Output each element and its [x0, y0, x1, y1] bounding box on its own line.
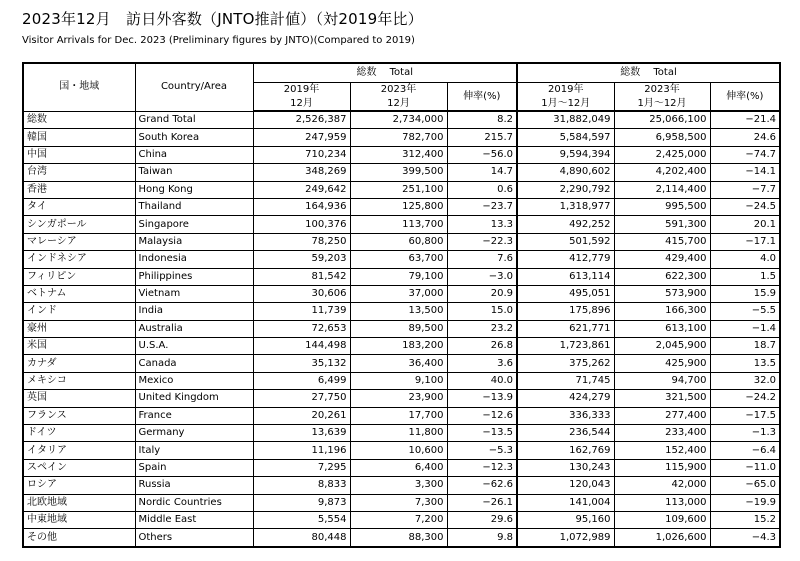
cell-country-en: China	[135, 146, 253, 163]
header-total-ytd-group: 総数 Total	[517, 63, 780, 83]
cell-month-2023: 312,400	[350, 146, 447, 163]
cell-month-2023: 89,500	[350, 320, 447, 337]
cell-month-2019: 164,936	[253, 198, 350, 215]
cell-ytd-2019: 141,004	[517, 494, 614, 511]
cell-country-en: Grand Total	[135, 111, 253, 129]
cell-country-en: Canada	[135, 355, 253, 372]
cell-ytd-2023: 995,500	[614, 198, 710, 215]
cell-month-2023: 37,000	[350, 285, 447, 302]
cell-growth-month: −12.3	[447, 459, 517, 476]
header-ytd-2023-year: 2023年	[644, 84, 680, 95]
cell-growth-ytd: −19.9	[710, 494, 780, 511]
table-row	[23, 494, 780, 511]
cell-ytd-2019: 9,594,394	[517, 146, 614, 163]
header-month-2023	[350, 83, 447, 112]
cell-ytd-2023: 425,900	[614, 355, 710, 372]
header-month-2023-year: 2023年	[380, 84, 417, 95]
table-row	[23, 320, 780, 337]
cell-month-2019: 100,376	[253, 216, 350, 233]
cell-month-2019: 13,639	[253, 425, 350, 442]
cell-growth-ytd: −4.3	[710, 529, 780, 547]
header-ytd-2023	[614, 83, 710, 112]
cell-growth-month: −13.5	[447, 425, 517, 442]
cell-month-2019: 30,606	[253, 285, 350, 302]
cell-ytd-2019: 495,051	[517, 285, 614, 302]
cell-growth-month: 20.9	[447, 285, 517, 302]
cell-country-en: Hong Kong	[135, 181, 253, 198]
cell-country-jp: ベトナム	[23, 285, 135, 302]
cell-growth-month: 8.2	[447, 111, 517, 129]
cell-country-en: Germany	[135, 425, 253, 442]
cell-growth-month: −5.3	[447, 442, 517, 459]
header-ytd-2019-year: 2019年	[548, 84, 584, 95]
cell-ytd-2023: 115,900	[614, 459, 710, 476]
table-row	[23, 390, 780, 407]
header-ytd-2019-range: 1月～12月	[541, 97, 591, 109]
table-row	[23, 216, 780, 233]
cell-month-2023: 6,400	[350, 459, 447, 476]
cell-country-en: Australia	[135, 320, 253, 337]
table-row	[23, 233, 780, 250]
cell-ytd-2019: 95,160	[517, 511, 614, 528]
cell-month-2023: 11,800	[350, 425, 447, 442]
table-row	[23, 407, 780, 424]
cell-ytd-2019: 120,043	[517, 477, 614, 494]
cell-month-2019: 81,542	[253, 268, 350, 285]
table-row	[23, 251, 780, 268]
cell-country-en: Nordic Countries	[135, 494, 253, 511]
cell-ytd-2023: 429,400	[614, 251, 710, 268]
cell-ytd-2019: 621,771	[517, 320, 614, 337]
cell-month-2019: 7,295	[253, 459, 350, 476]
cell-country-jp: 豪州	[23, 320, 135, 337]
cell-country-jp: 台湾	[23, 164, 135, 181]
cell-month-2019: 8,833	[253, 477, 350, 494]
cell-month-2023: 399,500	[350, 164, 447, 181]
cell-growth-ytd: 24.6	[710, 129, 780, 146]
header-month-2019-year: 2019年	[283, 84, 320, 95]
cell-ytd-2023: 573,900	[614, 285, 710, 302]
table-row	[23, 355, 780, 372]
cell-ytd-2023: 2,114,400	[614, 181, 710, 198]
cell-growth-month: −56.0	[447, 146, 517, 163]
cell-ytd-2023: 2,425,000	[614, 146, 710, 163]
cell-country-en: Indonesia	[135, 251, 253, 268]
cell-month-2019: 27,750	[253, 390, 350, 407]
cell-growth-ytd: −24.2	[710, 390, 780, 407]
cell-growth-month: 0.6	[447, 181, 517, 198]
cell-growth-month: −23.7	[447, 198, 517, 215]
cell-month-2023: 113,700	[350, 216, 447, 233]
cell-ytd-2023: 622,300	[614, 268, 710, 285]
cell-country-jp: インド	[23, 303, 135, 320]
cell-growth-ytd: 1.5	[710, 268, 780, 285]
cell-country-en: Philippines	[135, 268, 253, 285]
cell-country-jp: カナダ	[23, 355, 135, 372]
cell-growth-ytd: −65.0	[710, 477, 780, 494]
cell-month-2019: 710,234	[253, 146, 350, 163]
cell-ytd-2023: 94,700	[614, 372, 710, 389]
cell-country-en: South Korea	[135, 129, 253, 146]
cell-month-2023: 36,400	[350, 355, 447, 372]
cell-ytd-2019: 236,544	[517, 425, 614, 442]
header-month-2019-month: 12月	[290, 97, 313, 109]
cell-month-2023: 79,100	[350, 268, 447, 285]
visitor-arrivals-table	[22, 62, 781, 548]
cell-ytd-2023: 613,100	[614, 320, 710, 337]
cell-country-jp: 北欧地域	[23, 494, 135, 511]
cell-country-jp: 総数	[23, 111, 135, 129]
cell-ytd-2019: 613,114	[517, 268, 614, 285]
cell-growth-month: 3.6	[447, 355, 517, 372]
cell-ytd-2019: 1,723,861	[517, 338, 614, 355]
cell-country-en: Vietnam	[135, 285, 253, 302]
cell-month-2019: 247,959	[253, 129, 350, 146]
cell-ytd-2023: 591,300	[614, 216, 710, 233]
cell-country-en: United Kingdom	[135, 390, 253, 407]
cell-growth-month: −3.0	[447, 268, 517, 285]
cell-month-2019: 5,554	[253, 511, 350, 528]
cell-growth-ytd: −17.5	[710, 407, 780, 424]
cell-country-jp: 中国	[23, 146, 135, 163]
cell-growth-month: 29.6	[447, 511, 517, 528]
cell-growth-month: −22.3	[447, 233, 517, 250]
cell-month-2019: 11,196	[253, 442, 350, 459]
cell-growth-ytd: −5.5	[710, 303, 780, 320]
cell-month-2019: 20,261	[253, 407, 350, 424]
cell-country-en: Spain	[135, 459, 253, 476]
table-row	[23, 198, 780, 215]
cell-month-2023: 17,700	[350, 407, 447, 424]
cell-growth-ytd: −21.4	[710, 111, 780, 129]
cell-growth-month: 9.8	[447, 529, 517, 547]
cell-growth-month: 7.6	[447, 251, 517, 268]
cell-country-jp: 香港	[23, 181, 135, 198]
header-month-2023-month: 12月	[387, 97, 410, 109]
cell-month-2019: 144,498	[253, 338, 350, 355]
cell-month-2023: 782,700	[350, 129, 447, 146]
table-row	[23, 338, 780, 355]
cell-country-jp: イタリア	[23, 442, 135, 459]
cell-month-2019: 59,203	[253, 251, 350, 268]
table-row	[23, 511, 780, 528]
cell-ytd-2023: 233,400	[614, 425, 710, 442]
cell-ytd-2019: 5,584,597	[517, 129, 614, 146]
cell-country-jp: タイ	[23, 198, 135, 215]
cell-ytd-2023: 25,066,100	[614, 111, 710, 129]
table-row	[23, 285, 780, 302]
cell-growth-ytd: 20.1	[710, 216, 780, 233]
header-month-2019	[253, 83, 350, 112]
table-row	[23, 181, 780, 198]
table-row	[23, 111, 780, 129]
cell-month-2023: 7,300	[350, 494, 447, 511]
cell-ytd-2019: 2,290,792	[517, 181, 614, 198]
cell-month-2019: 249,642	[253, 181, 350, 198]
cell-month-2023: 9,100	[350, 372, 447, 389]
cell-growth-ytd: −7.7	[710, 181, 780, 198]
cell-country-jp: ドイツ	[23, 425, 135, 442]
cell-ytd-2023: 321,500	[614, 390, 710, 407]
header-growth-month: 伸率(%)	[447, 83, 517, 112]
page-subtitle: Visitor Arrivals for Dec. 2023 (Preliminary figures by JNTO)(Compared to 2019)	[22, 35, 415, 46]
cell-ytd-2023: 1,026,600	[614, 529, 710, 547]
cell-ytd-2019: 492,252	[517, 216, 614, 233]
cell-growth-ytd: −17.1	[710, 233, 780, 250]
header-country-jp: 国・地域	[23, 63, 135, 111]
cell-ytd-2019: 71,745	[517, 372, 614, 389]
cell-ytd-2023: 109,600	[614, 511, 710, 528]
cell-growth-month: −12.6	[447, 407, 517, 424]
cell-ytd-2019: 412,779	[517, 251, 614, 268]
cell-growth-month: 15.0	[447, 303, 517, 320]
cell-growth-ytd: 32.0	[710, 372, 780, 389]
cell-growth-ytd: −1.3	[710, 425, 780, 442]
header-total-month-group: 総数 Total	[253, 63, 517, 83]
page-title: 2023年12月 訪日外客数（JNTO推計値）（対2019年比）	[22, 10, 423, 28]
cell-country-en: Singapore	[135, 216, 253, 233]
cell-growth-ytd: −14.1	[710, 164, 780, 181]
cell-growth-month: 13.3	[447, 216, 517, 233]
cell-month-2023: 183,200	[350, 338, 447, 355]
cell-month-2023: 125,800	[350, 198, 447, 215]
cell-country-jp: フィリピン	[23, 268, 135, 285]
cell-ytd-2023: 277,400	[614, 407, 710, 424]
cell-country-en: U.S.A.	[135, 338, 253, 355]
table-body	[23, 111, 780, 547]
cell-growth-ytd: −6.4	[710, 442, 780, 459]
table-row	[23, 303, 780, 320]
cell-country-jp: 英国	[23, 390, 135, 407]
cell-country-en: Mexico	[135, 372, 253, 389]
cell-month-2023: 88,300	[350, 529, 447, 547]
cell-ytd-2023: 415,700	[614, 233, 710, 250]
cell-country-en: India	[135, 303, 253, 320]
cell-growth-ytd: 15.9	[710, 285, 780, 302]
table-row	[23, 129, 780, 146]
cell-country-jp: 中東地域	[23, 511, 135, 528]
cell-ytd-2019: 1,072,989	[517, 529, 614, 547]
cell-month-2023: 3,300	[350, 477, 447, 494]
cell-growth-month: −62.6	[447, 477, 517, 494]
cell-country-en: France	[135, 407, 253, 424]
cell-country-en: Russia	[135, 477, 253, 494]
cell-ytd-2023: 152,400	[614, 442, 710, 459]
cell-month-2019: 348,269	[253, 164, 350, 181]
cell-month-2019: 80,448	[253, 529, 350, 547]
cell-growth-month: 215.7	[447, 129, 517, 146]
cell-growth-ytd: −1.4	[710, 320, 780, 337]
cell-country-en: Thailand	[135, 198, 253, 215]
cell-month-2019: 72,653	[253, 320, 350, 337]
table-row	[23, 477, 780, 494]
cell-month-2023: 7,200	[350, 511, 447, 528]
cell-ytd-2019: 424,279	[517, 390, 614, 407]
cell-growth-ytd: 15.2	[710, 511, 780, 528]
cell-growth-month: 40.0	[447, 372, 517, 389]
cell-country-jp: ロシア	[23, 477, 135, 494]
cell-ytd-2019: 375,262	[517, 355, 614, 372]
cell-month-2023: 13,500	[350, 303, 447, 320]
cell-growth-ytd: 13.5	[710, 355, 780, 372]
table-row	[23, 268, 780, 285]
cell-growth-month: 23.2	[447, 320, 517, 337]
cell-month-2019: 35,132	[253, 355, 350, 372]
cell-ytd-2019: 336,333	[517, 407, 614, 424]
cell-month-2019: 6,499	[253, 372, 350, 389]
cell-month-2023: 251,100	[350, 181, 447, 198]
table-row	[23, 442, 780, 459]
cell-country-en: Middle East	[135, 511, 253, 528]
cell-growth-month: −26.1	[447, 494, 517, 511]
cell-ytd-2019: 31,882,049	[517, 111, 614, 129]
cell-country-jp: 米国	[23, 338, 135, 355]
cell-month-2019: 2,526,387	[253, 111, 350, 129]
cell-growth-ytd: −24.5	[710, 198, 780, 215]
header-country-en: Country/Area	[135, 63, 253, 111]
cell-ytd-2023: 42,000	[614, 477, 710, 494]
table-row	[23, 425, 780, 442]
cell-ytd-2023: 2,045,900	[614, 338, 710, 355]
cell-month-2019: 78,250	[253, 233, 350, 250]
cell-ytd-2019: 4,890,602	[517, 164, 614, 181]
cell-country-en: Italy	[135, 442, 253, 459]
cell-growth-month: −13.9	[447, 390, 517, 407]
cell-country-en: Taiwan	[135, 164, 253, 181]
cell-month-2019: 9,873	[253, 494, 350, 511]
cell-month-2023: 60,800	[350, 233, 447, 250]
header-growth-ytd: 伸率(%)	[710, 83, 780, 112]
cell-ytd-2019: 130,243	[517, 459, 614, 476]
cell-ytd-2023: 4,202,400	[614, 164, 710, 181]
cell-country-en: Others	[135, 529, 253, 547]
cell-month-2023: 23,900	[350, 390, 447, 407]
cell-country-jp: マレーシア	[23, 233, 135, 250]
header-ytd-2019	[517, 83, 614, 112]
cell-ytd-2019: 1,318,977	[517, 198, 614, 215]
table-row	[23, 529, 780, 547]
cell-ytd-2019: 175,896	[517, 303, 614, 320]
header-ytd-2023-range: 1月～12月	[637, 97, 687, 109]
cell-ytd-2023: 166,300	[614, 303, 710, 320]
cell-growth-ytd: −74.7	[710, 146, 780, 163]
cell-country-en: Malaysia	[135, 233, 253, 250]
cell-ytd-2023: 6,958,500	[614, 129, 710, 146]
cell-growth-month: 14.7	[447, 164, 517, 181]
cell-month-2023: 63,700	[350, 251, 447, 268]
cell-country-jp: シンガポール	[23, 216, 135, 233]
cell-month-2023: 10,600	[350, 442, 447, 459]
cell-country-jp: スペイン	[23, 459, 135, 476]
table-row	[23, 459, 780, 476]
cell-country-jp: 韓国	[23, 129, 135, 146]
table-row	[23, 146, 780, 163]
cell-growth-ytd: 4.0	[710, 251, 780, 268]
cell-country-jp: フランス	[23, 407, 135, 424]
cell-growth-month: 26.8	[447, 338, 517, 355]
cell-month-2019: 11,739	[253, 303, 350, 320]
table-row	[23, 164, 780, 181]
cell-country-jp: その他	[23, 529, 135, 547]
cell-growth-ytd: 18.7	[710, 338, 780, 355]
cell-country-jp: インドネシア	[23, 251, 135, 268]
cell-month-2023: 2,734,000	[350, 111, 447, 129]
cell-ytd-2019: 162,769	[517, 442, 614, 459]
cell-ytd-2019: 501,592	[517, 233, 614, 250]
cell-growth-ytd: −11.0	[710, 459, 780, 476]
cell-country-jp: メキシコ	[23, 372, 135, 389]
cell-ytd-2023: 113,000	[614, 494, 710, 511]
table-row	[23, 372, 780, 389]
